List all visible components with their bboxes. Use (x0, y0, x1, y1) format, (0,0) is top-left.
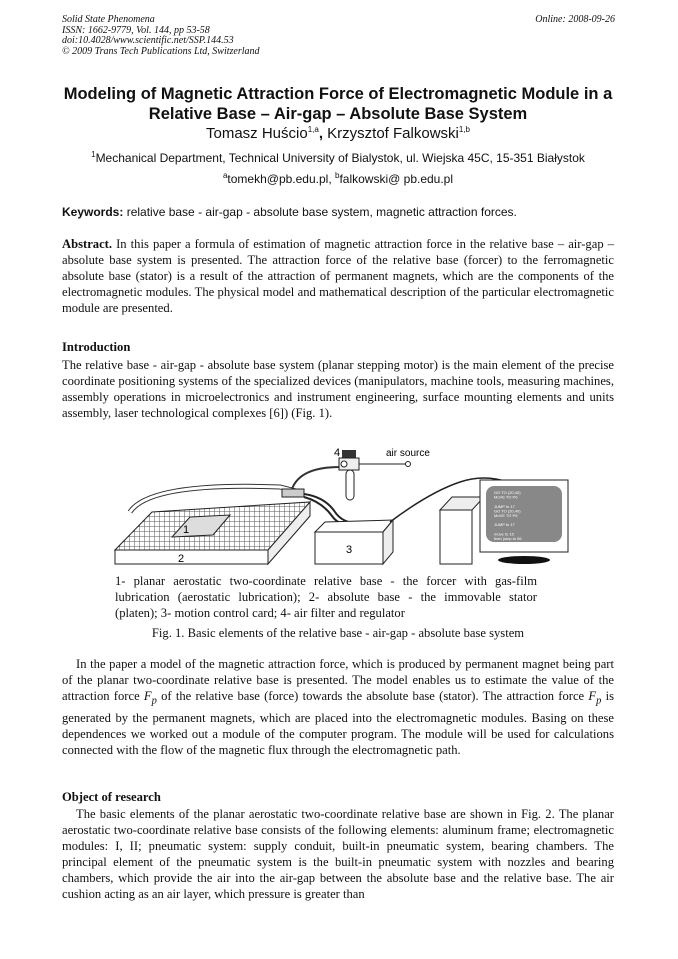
keywords-text: relative base - air-gap - absolute base system, magnetic attraction forces. (123, 205, 517, 219)
symbol-F: F (143, 689, 152, 704)
figure-caption: Fig. 1. Basic elements of the relative base - air-gap - absolute base system (151, 626, 525, 640)
screen-line: MoVE TO P6 (494, 494, 518, 500)
text: of the relative base (force) towards the absolute base (stator). The attraction force (156, 689, 589, 704)
issn: ISSN: 1662-9779, Vol. 144, pp 53-58 (62, 24, 210, 36)
author-sup: 1,b (458, 125, 470, 134)
aff-text: Mechanical Department, Technical University of Bialystok, ul. Wiejska 45C, 15-351 Białystok (95, 151, 585, 165)
connector (282, 489, 304, 497)
author-sup: 1,a (307, 125, 319, 134)
figure-1-illustration (110, 442, 580, 572)
screen-line: GO TO (20,40) (494, 508, 521, 514)
online-date: Online: 2008-09-26 (535, 14, 615, 25)
text: is generated by the permanent magnets, which are placed into the electromagnetic modules. Basing on these dependences we worked out a module of the computer program. The module will be used for calculations connected with the flow of the magnetic flux through the electromagnetic path. (62, 689, 614, 757)
abstract-label: Abstract. (62, 237, 113, 251)
authors (62, 125, 614, 142)
symbol-p: p (596, 695, 602, 707)
legend-text: 1- planar aerostatic two-coordinate relative base - the forcer with gas-film lubrication (aerostatic lubrication); 2- absolute base - the immovable stator (platen); 3- motion control card; 4- air filter and regulator (115, 574, 537, 621)
email-sup: b (335, 171, 340, 180)
label-4: 4 (334, 447, 341, 459)
keywords (62, 205, 614, 219)
author: Krzysztof Falkowski (327, 125, 459, 142)
screen-line: GO TO (20,40) (494, 490, 521, 495)
screen-line: JUMP to 17 (494, 503, 515, 509)
email[interactable]: falkowski@ pb.edu.pl (339, 172, 454, 186)
abstract-text: In this paper a formula of estimation of magnetic attraction force in the relative base – air-gap – absolute base system is presented. The attraction force of the relative base (forcer) to the ferromagnetic absolute base (stator) is a result of the attraction of permanent magnets, which are the components of the electromagnetic modules. The physical model and mathematical description of the particular electromagnetic module are presented. (62, 237, 614, 316)
paragraph-2 (62, 656, 614, 758)
emails (62, 171, 614, 186)
copyright: © 2009 Trans Tech Publications Ltd, Switzerland (62, 45, 260, 57)
label-1: 1 (183, 524, 190, 536)
screen-line: MoVE TO P6 (494, 513, 518, 518)
section-heading: Introduction (62, 340, 131, 354)
symbol-p: p (151, 695, 157, 707)
label-2: 2 (178, 553, 185, 565)
section-heading: Object of research (62, 790, 161, 804)
keywords-label: Keywords: (62, 205, 124, 219)
screen-line: move to 15 (494, 531, 514, 537)
object-paragraph (62, 806, 614, 903)
author: Tomasz Huścio (206, 125, 308, 142)
air-filter (346, 470, 354, 500)
intro-paragraph (62, 357, 614, 421)
computer-tower (440, 510, 472, 564)
symbol-F: F (588, 689, 597, 704)
figure-legend (115, 573, 537, 621)
author-sep: , (318, 125, 328, 142)
regulator-knob (342, 450, 356, 458)
label-3: 3 (345, 544, 353, 556)
title-line: Modeling of Magnetic Attraction Force of Electromagnetic Module in a (63, 85, 613, 103)
text: In the paper a model of the magnetic attraction force, which is produced by permanent magnet being part of the planar two-coordinate relative base is presented. The model enables us to estimate the value of the attraction force (62, 657, 614, 704)
journal-name: Solid State Phenomena (62, 14, 155, 25)
doi: doi:10.4028/www.scientific.net/SSP.144.53 (62, 35, 234, 46)
affiliation (62, 150, 614, 165)
aff-sup: 1 (91, 150, 96, 159)
paragraph-text: The basic elements of the planar aerostatic two-coordinate relative base are shown in Fig. 2. The planar aerostatic two-coordinate relative base consists of the following elements: aluminum frame; electromagnetic modules: I, II; pneumatic system: supply conduit, built-in pneumatic system, bearing chambers. The principal element of the pneumatic system is the built-in pneumatic system with nozzles and bearing chambers, which provide the air into the air-gap between the absolute base and the relative base. The air cushion acting as an air layer, which pressure is greater than (62, 807, 614, 902)
screen-line: JUMP to 17 (494, 522, 515, 528)
screen-line: then jump to 56 (494, 536, 522, 541)
journal-header (62, 15, 260, 57)
abstract (62, 236, 614, 316)
email-sup: a (222, 171, 228, 180)
title-line: Relative Base – Air-gap – Absolute Base System (148, 105, 528, 123)
paper-title (62, 84, 614, 124)
email[interactable]: tomekh@pb.edu.pl, (227, 172, 335, 186)
air-source-label: air source (386, 448, 430, 459)
paragraph-text: The relative base - air-gap - absolute base system (planar stepping motor) is the main element of the precise coordinate positioning systems of the specialized devices (manipulators, machine tools, measuring machines, assembly operations in microelectronics and instrument engineering, surface mounting elements and units assembly, laser technological complexes [6]) (Fig. 1). (62, 358, 614, 421)
